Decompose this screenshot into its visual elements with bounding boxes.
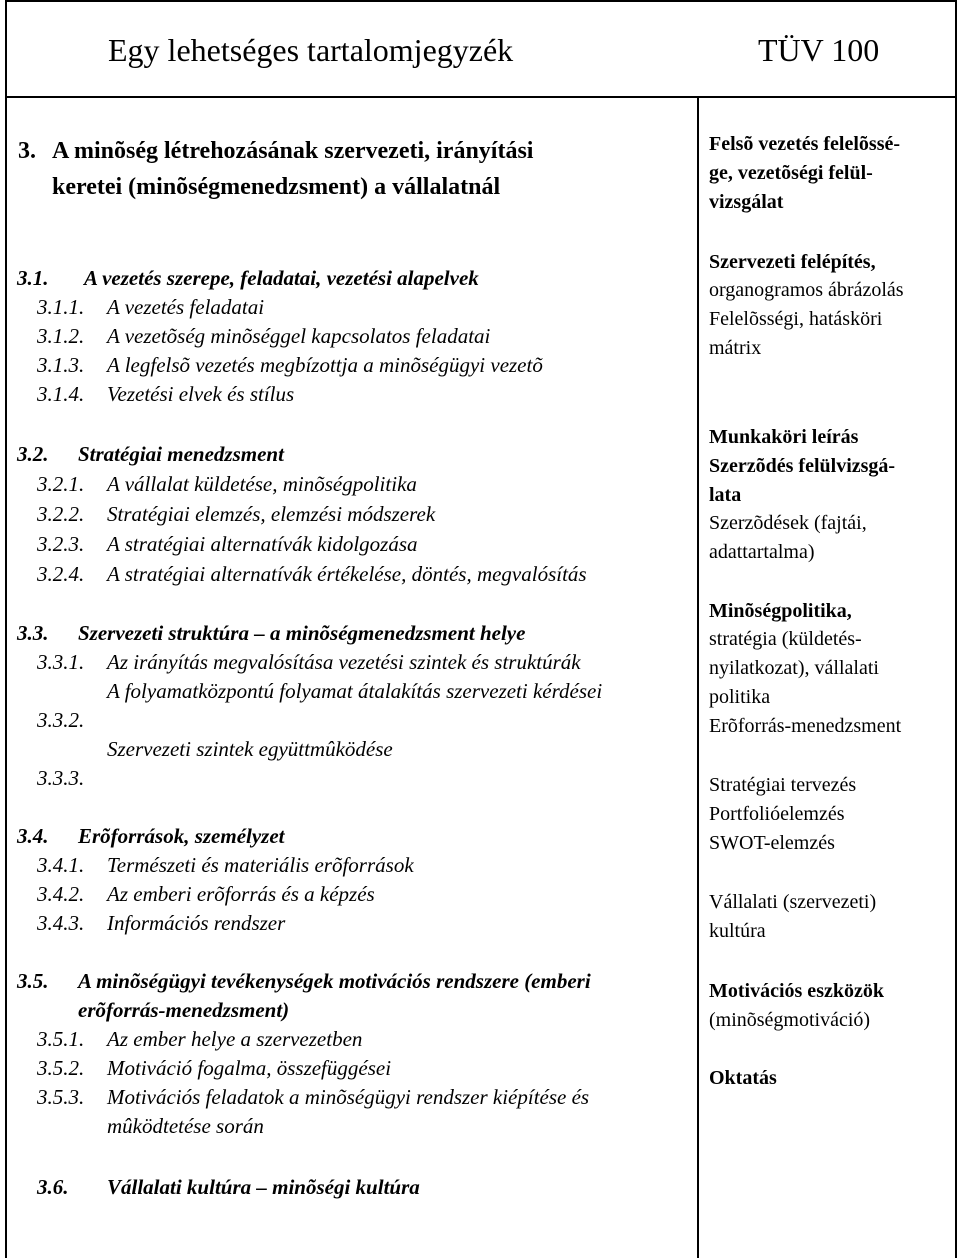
section-3-3-2-title: Szervezeti szintek együttmûködése (107, 737, 393, 761)
section-3-2-4-title: A stratégiai alternatívák értékelése, döntés, megvalósítás (107, 562, 587, 586)
section-3-1-2-title: A vezetõség minõséggel kapcsolatos feladatai (107, 324, 491, 348)
section-3-2-4-number: 3.2.4. (37, 562, 85, 586)
right-note-2-line3: mátrix (709, 337, 762, 359)
section-3-3-1-number: 3.3.1. (37, 650, 85, 674)
section-3-3-1-title: Az irányítás megvalósítása vezetési szintek és struktúrák (107, 650, 581, 674)
right-note-1-line3: vizsgálat (709, 191, 784, 213)
right-note-3-heading1: Munkaköri leírás (709, 426, 859, 448)
section-3-4-1-title: Természeti és materiális erõforrások (107, 853, 414, 877)
section-3-2-2-number: 3.2.2. (37, 502, 85, 526)
section-3-2-3-title: A stratégiai alternatívák kidolgozása (107, 532, 418, 556)
table-border-top (5, 0, 957, 2)
column-divider (697, 97, 699, 1258)
section-3-5-title-line1: A minõségügyi tevékenységek motivációs rendszere (emberi (78, 969, 591, 993)
section-3-4-title: Erõforrások, személyzet (78, 824, 285, 848)
right-note-8-heading: Oktatás (709, 1067, 777, 1089)
section-3-4-2-title: Az emberi erõforrás és a képzés (107, 882, 375, 906)
section-3-1-title: A vezetés szerepe, feladatai, vezetési alapelvek (84, 266, 479, 290)
right-note-3-heading2: Szerzõdés felülvizsgá- (709, 455, 896, 477)
section-3-5-2-title: Motiváció fogalma, összefüggései (107, 1056, 392, 1080)
section-3-2-1-title: A vállalat küldetése, minõségpolitika (107, 472, 417, 496)
document-title: Egy lehetséges tartalomjegyzék (108, 32, 514, 68)
right-note-3-line2: adattartalma) (709, 541, 815, 563)
section-3-number: 3. (18, 138, 36, 164)
section-3-1-4-title: Vezetési elvek és stílus (107, 382, 295, 406)
section-3-3-title: Szervezeti struktúra – a minõségmenedzsment helye (78, 621, 526, 645)
section-3-5-3-title-line1: Motivációs feladatok a minõségügyi rendszer kiépítése és (107, 1085, 590, 1109)
section-3-title-line1: A minõség létrehozásának szervezeti, irányítási (52, 138, 534, 164)
section-3-4-3-number: 3.4.3. (37, 911, 85, 935)
section-3-4-3-title: Információs rendszer (107, 911, 286, 935)
section-3-1-number: 3.1. (17, 266, 49, 290)
right-note-3-line1: Szerzõdések (fajtái, (709, 512, 867, 534)
section-3-2-3-number: 3.2.3. (37, 532, 85, 556)
section-3-1-2-number: 3.1.2. (37, 324, 85, 348)
table-border-left (5, 0, 7, 1258)
section-3-4-1-number: 3.4.1. (37, 853, 85, 877)
right-note-4-heading: Minõségpolitika, (709, 600, 852, 622)
section-3-5-title-line2: erõforrás-menedzsment) (78, 998, 290, 1022)
table-border-right (955, 0, 957, 1258)
section-3-4-number: 3.4. (17, 824, 49, 848)
section-3-3-1-continuation: A folyamatközpontú folyamat átalakítás szervezeti kérdései (107, 679, 603, 703)
right-note-4-line3: politika (709, 686, 771, 708)
section-3-2-2-title: Stratégiai elemzés, elemzési módszerek (107, 502, 436, 526)
section-3-3-3-number: 3.3.3. (37, 766, 85, 790)
right-note-7-line1: (minõségmotiváció) (709, 1009, 871, 1031)
section-3-5-number: 3.5. (17, 969, 49, 993)
section-3-2-title: Stratégiai menedzsment (78, 442, 284, 466)
section-3-3-2-number: 3.3.2. (37, 708, 85, 732)
section-3-6-title: Vállalati kultúra – minõségi kultúra (107, 1175, 420, 1199)
right-note-6-line2: kultúra (709, 920, 766, 942)
right-note-4-line4: Erõforrás-menedzsment (709, 715, 902, 737)
right-note-2-heading: Szervezeti felépítés, (709, 251, 876, 273)
right-note-4-line1: stratégia (küldetés- (709, 628, 862, 650)
section-3-5-3-title-line2: mûködtetése során (107, 1114, 264, 1138)
section-3-2-number: 3.2. (17, 442, 49, 466)
right-note-1-line1: Felsõ vezetés felelõssé- (709, 133, 901, 155)
right-note-5-line2: Portfolióelemzés (709, 803, 845, 825)
right-note-3-heading3: lata (709, 484, 742, 506)
document-code: TÜV 100 (758, 32, 880, 68)
section-3-title-line2: keretei (minõségmenedzsment) a vállalatnál (52, 174, 501, 200)
section-3-3-number: 3.3. (17, 621, 49, 645)
right-note-5-line1: Stratégiai tervezés (709, 774, 857, 796)
right-note-2-line2: Felelõsségi, hatásköri (709, 308, 883, 330)
section-3-1-1-title: A vezetés feladatai (107, 295, 265, 319)
section-3-1-3-number: 3.1.3. (37, 353, 85, 377)
section-3-1-4-number: 3.1.4. (37, 382, 85, 406)
right-note-1-line2: ge, vezetõségi felül- (709, 162, 873, 184)
right-note-6-line1: Vállalati (szervezeti) (709, 891, 877, 913)
section-3-4-2-number: 3.4.2. (37, 882, 85, 906)
section-3-6-number: 3.6. (37, 1175, 69, 1199)
section-3-5-3-number: 3.5.3. (37, 1085, 85, 1109)
section-3-1-3-title: A legfelsõ vezetés megbízottja a minõségügyi vezetõ (107, 353, 543, 377)
section-3-2-1-number: 3.2.1. (37, 472, 85, 496)
section-3-5-1-title: Az ember helye a szervezetben (107, 1027, 363, 1051)
right-note-4-line2: nyilatkozat), vállalati (709, 657, 879, 679)
right-note-5-line3: SWOT-elemzés (709, 832, 835, 854)
right-note-7-heading: Motivációs eszközök (709, 980, 884, 1002)
section-3-5-2-number: 3.5.2. (37, 1056, 85, 1080)
header-divider (5, 96, 957, 98)
section-3-1-1-number: 3.1.1. (37, 295, 85, 319)
right-note-2-line1: organogramos ábrázolás (709, 279, 904, 301)
section-3-5-1-number: 3.5.1. (37, 1027, 85, 1051)
